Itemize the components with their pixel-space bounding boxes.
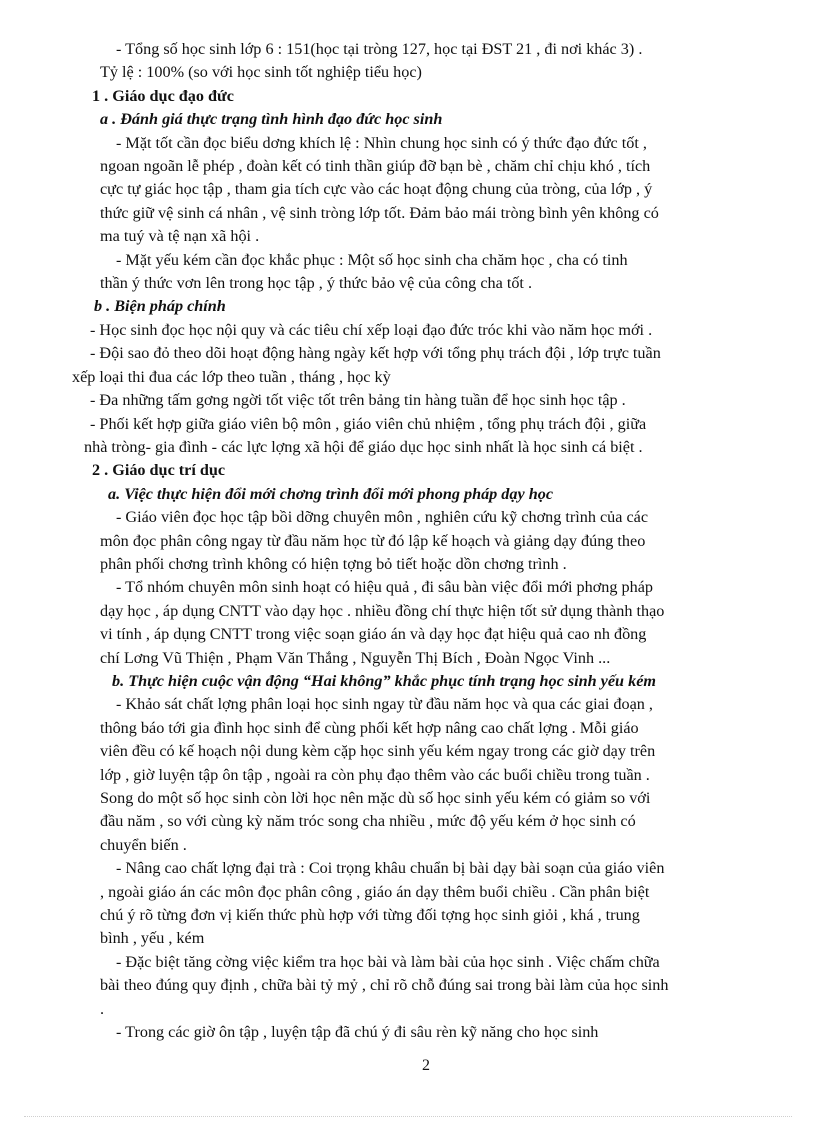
text-line: thần ý thức vơn lên trong học tập , ý thức bảo vệ của công cha tốt . xyxy=(100,274,533,293)
text-line: viên đều có kế hoạch nội dung kèm cặp học sinh yếu kém ngay trong các giờ dạy trên xyxy=(100,742,656,761)
text-line: - Trong các giờ ôn tập , luyện tập đã chú ý đi sâu rèn kỹ năng cho học sinh xyxy=(116,1023,599,1042)
text-line: đầu năm , so với cùng kỳ năm tróc song cha nhiều , mức độ yếu kém ở học sinh có xyxy=(100,812,636,831)
text-line: chí Lơng Vũ Thiện , Phạm Văn Thắng , Nguyễn Thị Bích , Đoàn Ngọc Vinh ... xyxy=(100,648,611,667)
text-line: cực tự giác học tập , tham gia tích cực vào các hoạt động chung của tròng, của lớp , ý xyxy=(100,180,653,199)
text-line: ma tuý và tệ nạn xã hội . xyxy=(100,227,260,246)
text-line: - Nâng cao chất lợng đại trà : Coi trọng khâu chuẩn bị bài dạy bài soạn của giáo viên xyxy=(116,859,665,878)
text-line: phân phối chơng trình không có hiện tợng bỏ tiết hoặc dồn chơng trình . xyxy=(100,554,567,573)
text-line: - Đa những tấm gơng ngời tốt việc tốt trên bảng tin hàng tuần để học sinh học tập . xyxy=(90,391,626,410)
section-heading: b . Biện pháp chính xyxy=(94,297,226,316)
text-line: - Tổng số học sinh lớp 6 : 151(học tại tròng 127, học tại ĐST 21 , đi nơi khác 3) . xyxy=(116,40,643,58)
document-body xyxy=(72,38,762,1044)
text-line: bình , yếu , kém xyxy=(100,929,205,948)
section-heading: 2 . Giáo dục trí dục xyxy=(92,461,226,480)
text-line: vi tính , áp dụng CNTT trong việc soạn giáo án và dạy học đạt hiệu quả cao nh đồng xyxy=(100,625,647,644)
page-bottom-edge xyxy=(24,1116,792,1117)
text-line: - Mặt tốt cần đọc biểu dơng khích lệ : Nhìn chung học sinh có ý thức đạo đức tốt , xyxy=(116,133,647,152)
text-line: - Học sinh đọc học nội quy và các tiêu chí xếp loại đạo đức tróc khi vào năm học mới . xyxy=(90,320,653,339)
text-line: - Mặt yếu kém cần đọc khắc phục : Một số học sinh cha chăm học , cha có tinh xyxy=(116,250,628,269)
text-line: lớp , giờ luyện tập ôn tập , ngoài ra còn phụ đạo thêm vào các buổi chiều trong tuần . xyxy=(100,765,650,784)
text-line: chú ý rõ từng đơn vị kiến thức phù hợp với từng đối tợng học sinh giỏi , khá , trung xyxy=(100,906,640,925)
text-line: thông báo tới gia đình học sinh để cùng phối kết hợp nâng cao chất lợng . Mỗi giáo xyxy=(100,718,639,737)
text-line: bài theo đúng quy định , chữa bài tỷ mỷ , chỉ rõ chỗ đúng sai trong bài làm của học sinh xyxy=(100,976,669,995)
section-heading: a. Việc thực hiện đổi mới chơng trình đổi mới phong pháp dạy học xyxy=(108,484,554,503)
section-heading: b. Thực hiện cuộc vận động “Hai không” khắc phục tính trạng học sinh yếu kém xyxy=(112,671,656,690)
text-line: - Giáo viên đọc học tập bồi dỡng chuyên môn , nghiên cứu kỹ chơng trình của các xyxy=(116,508,649,527)
text-line: nhà tròng- gia đình - các lực lợng xã hội để giáo dục học sinh nhất là học sinh cá biệt . xyxy=(84,437,643,456)
text-line: - Khảo sát chất lợng phân loại học sinh ngay từ đầu năm học và qua các giai đoạn , xyxy=(116,695,653,714)
text-line: - Tổ nhóm chuyên môn sinh hoạt có hiệu quả , đi sâu bàn việc đổi mới phơng pháp xyxy=(116,578,653,597)
text-line: dạy học , áp dụng CNTT vào dạy học . nhiều đồng chí thực hiện tốt sử dụng thành thạo xyxy=(100,601,665,620)
section-heading: a . Đánh giá thực trạng tình hình đạo đức học sinh xyxy=(100,110,443,129)
text-line: - Đội sao đỏ theo dõi hoạt động hàng ngày kết hợp với tổng phụ trách đội , lớp trực tuần xyxy=(90,344,661,363)
text-line: Song do một số học sinh còn lời học nên mặc dù số học sinh yếu kém có giảm so với xyxy=(100,789,651,807)
text-line: . xyxy=(100,999,105,1018)
text-line: - Đặc biệt tăng cờng việc kiểm tra học bài và làm bài của học sinh . Việc chấm chữa xyxy=(116,952,660,971)
text-line: Tỷ lệ : 100% (so với học sinh tốt nghiệp tiểu học) xyxy=(100,63,422,82)
text-line: - Phối kết hợp giữa giáo viên bộ môn , giáo viên chủ nhiệm , tổng phụ trách đội , giữa xyxy=(90,414,647,433)
text-line: chuyển biến . xyxy=(100,835,187,854)
text-line: ngoan ngoãn lễ phép , đoàn kết có tinh thần giúp đỡ bạn bè , chăm chỉ chịu khó , tích xyxy=(100,157,651,176)
text-line: xếp loại thi đua các lớp theo tuần , tháng , học kỳ xyxy=(72,367,391,386)
text-line: môn đọc phân công ngay từ đầu năm học từ đó lập kế hoạch và giảng dạy đúng theo xyxy=(100,531,646,550)
text-line: , ngoài giáo án các môn đọc phân công , giáo án dạy thêm buổi chiều . Cần phân biệt xyxy=(100,882,650,901)
text-line: thức giữ vệ sinh cá nhân , vệ sinh tròng lớp tốt. Đảm bảo mái tròng bình yên không có xyxy=(100,203,659,222)
section-heading: 1 . Giáo dục đạo đức xyxy=(92,86,234,105)
page-number: 2 xyxy=(422,1057,430,1074)
